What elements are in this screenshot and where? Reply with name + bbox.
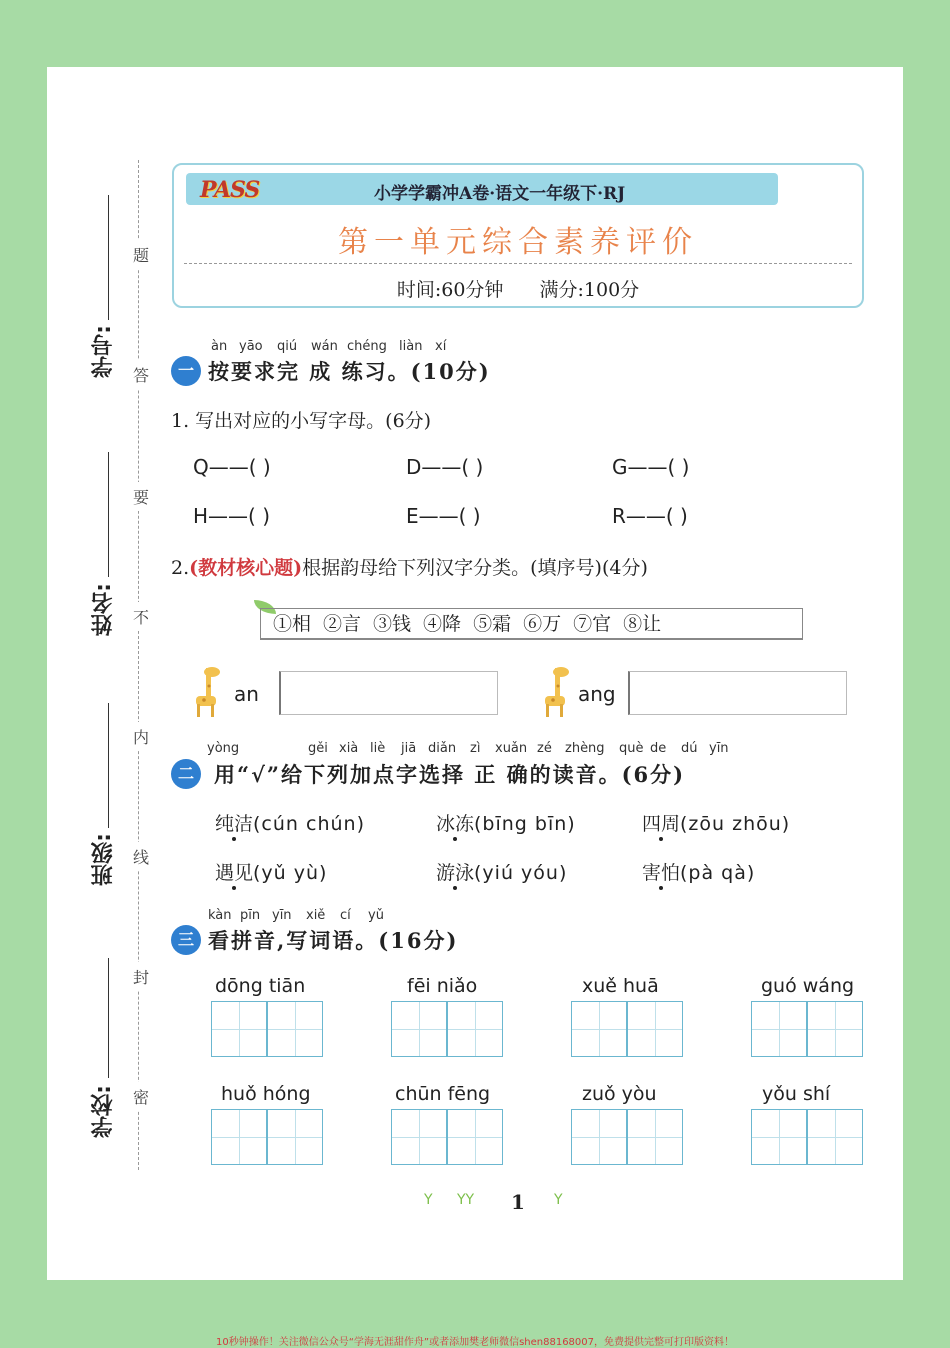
writing-box[interactable]	[751, 1109, 807, 1165]
pinyin: xí	[435, 339, 447, 354]
word-pinyin: fēi niǎo	[407, 975, 478, 997]
section2-title: 用“√”给下列加点字选择 正 确的读音。(6分)	[214, 762, 686, 787]
letter-item: D——( )	[406, 455, 484, 479]
pinyin: wán	[311, 339, 338, 354]
writing-box[interactable]	[211, 1001, 267, 1057]
pinyin: xiě	[306, 908, 326, 923]
section1-title: 按要求完 成 练习。(10分)	[208, 359, 491, 384]
char-item: ⑦官	[573, 613, 612, 635]
writing-box[interactable]	[447, 1109, 503, 1165]
letter-item: Q——( )	[193, 455, 271, 479]
seal-char: 要	[133, 482, 149, 511]
rhyme-label-an: an	[234, 682, 259, 706]
q1-label: 1. 写出对应的小写字母。(6分)	[171, 410, 432, 432]
pinyin: qiú	[277, 339, 298, 354]
pinyin: xuǎn	[495, 741, 528, 756]
seal-char: 密	[133, 1082, 149, 1111]
word: 游泳	[436, 862, 475, 884]
word-pinyin: huǒ hóng	[221, 1083, 311, 1105]
full-score: 满分:100分	[539, 279, 640, 301]
writing-box[interactable]	[391, 1109, 447, 1165]
writing-box[interactable]	[807, 1001, 863, 1057]
writing-box[interactable]	[627, 1109, 683, 1165]
pinyin: kàn	[208, 908, 232, 923]
word: 四周	[642, 813, 681, 835]
reading-item	[642, 858, 755, 885]
char-item: ②言	[323, 613, 362, 635]
character-list	[260, 608, 803, 640]
reading-item	[215, 809, 365, 836]
word-pinyin: yǒu shí	[762, 1083, 831, 1105]
q2-number: 2.	[171, 557, 190, 579]
giraffe-icon	[541, 666, 571, 718]
char-item: ⑤霜	[473, 613, 512, 635]
pinyin: què	[619, 741, 644, 756]
char-item: ⑧让	[623, 613, 662, 635]
pinyin: liàn	[399, 339, 423, 354]
writing-box[interactable]	[571, 1001, 627, 1057]
section2-number: 二	[171, 759, 201, 789]
seal-char: 内	[133, 722, 149, 751]
giraffe-icon	[192, 666, 222, 718]
writing-box[interactable]	[211, 1109, 267, 1165]
section2-pinyin	[207, 741, 729, 756]
section3-pinyin	[208, 908, 384, 923]
seal-char: 答	[133, 360, 149, 389]
pinyin: gěi	[308, 741, 328, 756]
pinyin: xià	[339, 741, 359, 756]
section1-number: 一	[171, 356, 201, 386]
pinyin: zé	[537, 741, 552, 756]
pinyin: zì	[470, 741, 481, 756]
word: 害怕	[642, 862, 681, 884]
pinyin: yīn	[709, 741, 729, 756]
word: 冰冻	[436, 813, 475, 835]
word-pinyin: dōng tiān	[215, 975, 306, 997]
pinyin: àn	[211, 339, 228, 354]
answer-box-an[interactable]	[279, 671, 498, 715]
seal-char: 封	[133, 962, 149, 991]
class-blank	[108, 703, 109, 828]
pinyin-options[interactable]: (yiú yóu)	[474, 862, 568, 884]
footer-note: 10秒钟操作！关注微信公众号“学海无涯甜作舟”或者添加樊老师微信shen88168007，免费提供完整可打印版资料！	[215, 1337, 735, 1348]
pinyin: yǔ	[368, 908, 384, 923]
char-item: ③钱	[373, 613, 412, 635]
pinyin: pīn	[240, 908, 261, 923]
word-pinyin: zuǒ yòu	[582, 1083, 657, 1105]
school-label: 学校:	[91, 1085, 116, 1138]
word: 遇见	[215, 862, 254, 884]
seal-char: 不	[133, 602, 149, 631]
writing-box[interactable]	[447, 1001, 503, 1057]
char-item: ⑥万	[523, 613, 562, 635]
seal-line	[138, 160, 139, 1170]
pinyin: de	[650, 741, 667, 756]
pass-logo: PASS	[200, 177, 260, 203]
q2-text: 根据韵母给下列汉字分类。(填序号)(4分)	[302, 557, 648, 579]
page-number: 1	[511, 1190, 525, 1214]
pinyin: jiā	[401, 741, 417, 756]
reading-item	[215, 858, 327, 885]
sprout-icon: YY	[457, 1192, 475, 1208]
divider	[184, 263, 852, 264]
letter-item: H——( )	[193, 504, 271, 528]
class-label: 班级:	[91, 833, 116, 886]
section3-title: 看拼音,写词语。(16分)	[208, 928, 459, 953]
number-label: 学号:	[91, 325, 116, 378]
letter-item: E——( )	[406, 504, 481, 528]
writing-box[interactable]	[571, 1109, 627, 1165]
pinyin-options[interactable]: (bīng bīn)	[474, 813, 576, 835]
word-pinyin: guó wáng	[761, 975, 855, 997]
pinyin: cí	[340, 908, 351, 923]
exam-info	[174, 275, 862, 302]
seal-char: 线	[133, 842, 149, 871]
word-pinyin: xuě huā	[582, 975, 659, 997]
school-blank	[108, 958, 109, 1078]
pinyin: yīn	[272, 908, 292, 923]
reading-item	[642, 809, 790, 836]
letter-item: R——( )	[612, 504, 688, 528]
writing-box[interactable]	[627, 1001, 683, 1057]
pinyin: liè	[370, 741, 386, 756]
q2-tag: (教材核心题)	[189, 557, 303, 579]
answer-box-ang[interactable]	[628, 671, 847, 715]
pinyin: yāo	[239, 339, 263, 354]
pinyin-options[interactable]: (zōu zhōu)	[680, 813, 791, 835]
letter-item: G——( )	[612, 455, 690, 479]
pinyin: yòng	[207, 741, 240, 756]
writing-box[interactable]	[751, 1001, 807, 1057]
series-title: 小学学霸冲A卷·语文一年级下·RJ	[374, 184, 626, 204]
pinyin-options[interactable]: (pà qà)	[680, 862, 756, 884]
rhyme-label-ang: ang	[578, 682, 616, 706]
word: 纯洁	[215, 813, 254, 835]
series-banner	[186, 173, 778, 205]
pinyin: dú	[681, 741, 698, 756]
header-card	[172, 163, 864, 308]
page-title: 第一单元综合素养评价	[338, 225, 698, 260]
sprout-icon: Y	[424, 1192, 433, 1208]
pinyin: zhèng	[565, 741, 605, 756]
pinyin: chéng	[347, 339, 387, 354]
writing-box[interactable]	[391, 1001, 447, 1057]
section3-number: 三	[171, 925, 201, 955]
sprout-icon: Y	[554, 1192, 563, 1208]
reading-item	[436, 858, 567, 885]
char-item: ①相	[273, 613, 312, 635]
pinyin: diǎn	[428, 741, 457, 756]
writing-box[interactable]	[267, 1109, 323, 1165]
q2-label	[171, 553, 648, 580]
writing-box[interactable]	[267, 1001, 323, 1057]
name-label: 姓名:	[91, 583, 116, 636]
number-blank	[108, 195, 109, 320]
section1-pinyin	[211, 339, 446, 354]
word-pinyin: chūn fēng	[395, 1083, 491, 1105]
writing-box[interactable]	[807, 1109, 863, 1165]
pinyin-options[interactable]: (yǔ yù)	[253, 862, 328, 884]
reading-item	[436, 809, 576, 836]
seal-char: 题	[133, 240, 149, 269]
pinyin-options[interactable]: (cún chún)	[253, 813, 365, 835]
char-item: ④降	[423, 613, 462, 635]
time-limit: 时间:60分钟	[396, 279, 504, 301]
name-blank	[108, 452, 109, 577]
